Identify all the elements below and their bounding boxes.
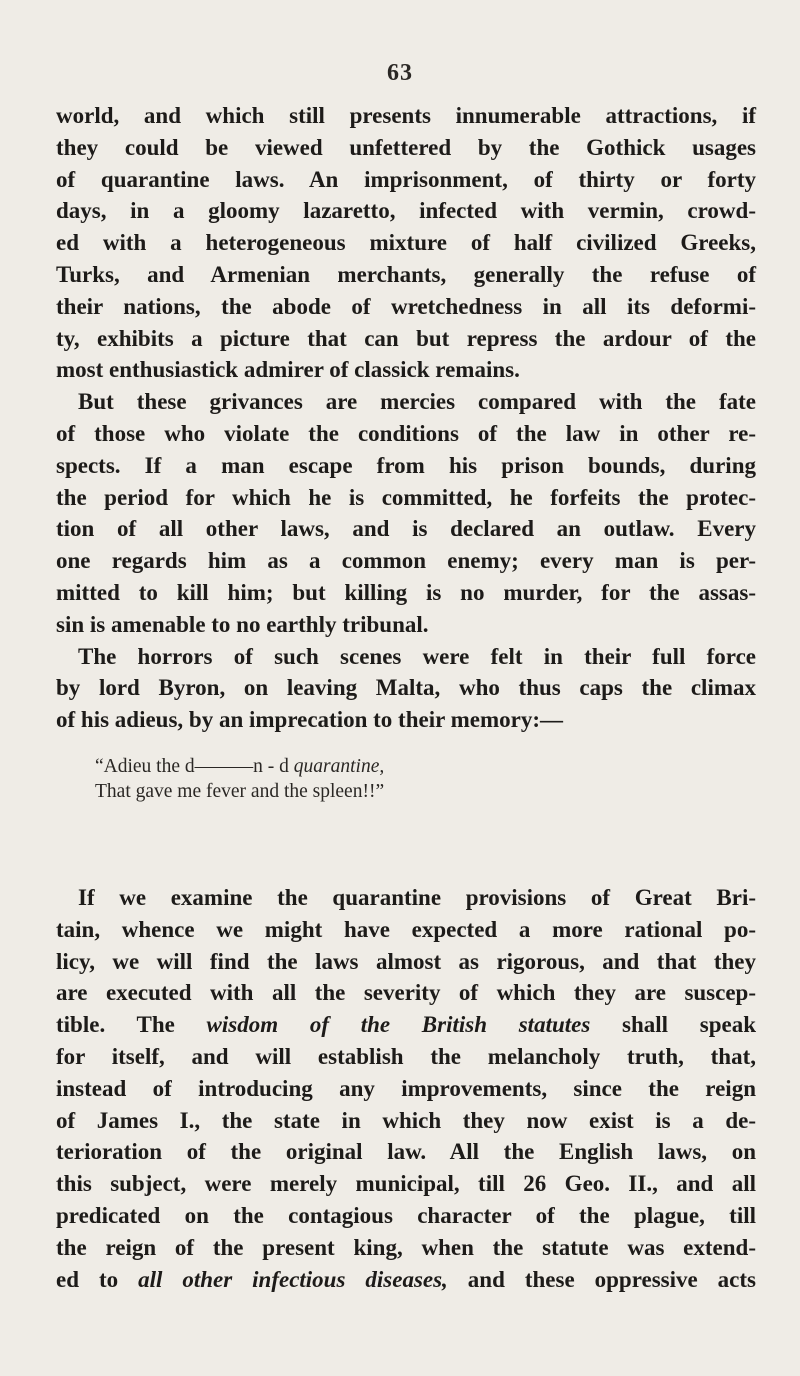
italic-text: wisdom of the British statutes	[206, 1012, 591, 1038]
text-line: instead of introducing any improvements, since the reign	[56, 1075, 756, 1101]
text-line: the period for which he is committed, he forfeits the protec-	[56, 484, 756, 510]
body-text	[56, 100, 756, 1292]
text-line: days, in a gloomy lazaretto, infected with vermin, crowd-	[56, 198, 756, 224]
text-line: they could be viewed unfettered by the Gothick usages	[56, 134, 756, 160]
text-line: licy, we will find the laws almost as rigorous, and that they	[56, 948, 756, 974]
paragraph-quarantine-attractions	[56, 100, 756, 386]
verse-line-italic: quarantine,	[293, 756, 385, 777]
text-line: sin is amenable to no earthly tribunal.	[56, 611, 429, 637]
paragraph-byron	[56, 641, 756, 736]
paragraph-great-britain	[56, 882, 756, 1295]
text-line: one regards him as a common enemy; every man is per-	[56, 548, 756, 574]
text-run: ed to	[56, 1266, 139, 1292]
text-line	[56, 1264, 756, 1296]
text-line: of quarantine laws. An imprisonment, of thirty or forty	[56, 166, 756, 192]
verse-line: That gave me fever and the spleen!!”	[95, 781, 385, 802]
text-line: ed with a heterogeneous mixture of half civilized Greeks,	[56, 230, 756, 256]
text-line: predicated on the contagious character of the plague, till	[56, 1202, 756, 1228]
text-line: are executed with all the severity of which they are suscep-	[56, 980, 756, 1006]
text-line: If we examine the quarantine provisions of Great Bri-	[78, 885, 756, 910]
text-run: tible. The	[56, 1012, 207, 1038]
text-line: ty, exhibits a picture that can but repress the ardour of the	[56, 325, 756, 351]
text-run: shall speak	[590, 1012, 756, 1038]
page-number: 63	[387, 60, 413, 86]
text-line: most enthusiastick admirer of classick remains.	[56, 357, 520, 383]
text-line: tain, whence we might have expected a more rational po-	[56, 916, 756, 942]
italic-text: all other infectious diseases,	[138, 1266, 448, 1292]
verse-line-text: “Adieu the d———n - d	[95, 756, 294, 777]
text-line	[56, 1009, 756, 1041]
text-line: this subject, were merely municipal, till 26 Geo. II., and all	[56, 1171, 756, 1197]
text-line: mitted to kill him; but killing is no murder, for the assas-	[56, 579, 756, 605]
text-line: But these grivances are mercies compared with the fate	[78, 389, 756, 415]
text-line: of his adieus, by an imprecation to their memory:—	[56, 707, 564, 733]
text-line: spects. If a man escape from his prison bounds, during	[56, 452, 756, 478]
verse-line	[56, 754, 756, 779]
text-line: by lord Byron, on leaving Malta, who thus caps the climax	[56, 675, 756, 701]
text-line: of those who violate the conditions of the law in other re-	[56, 420, 756, 446]
paragraph-grievances	[56, 386, 756, 640]
text-line: terioration of the original law. All the English laws, on	[56, 1139, 756, 1165]
text-line: for itself, and will establish the melancholy truth, that,	[56, 1043, 756, 1069]
text-line: tion of all other laws, and is declared an outlaw. Every	[56, 516, 756, 542]
text-run: and these oppressive acts	[447, 1266, 756, 1292]
text-line: the reign of the present king, when the statute was extend-	[56, 1234, 756, 1260]
text-line: Turks, and Armenian merchants, generally the refuse of	[56, 261, 756, 287]
verse-quotation	[56, 754, 756, 804]
text-line: of James I., the state in which they now exist is a de-	[56, 1107, 756, 1133]
text-line: The horrors of such scenes were felt in their full force	[78, 643, 756, 669]
text-line: their nations, the abode of wretchedness in all its deformi-	[56, 293, 756, 319]
text-line: world, and which still presents innumerable attractions, if	[56, 103, 756, 128]
